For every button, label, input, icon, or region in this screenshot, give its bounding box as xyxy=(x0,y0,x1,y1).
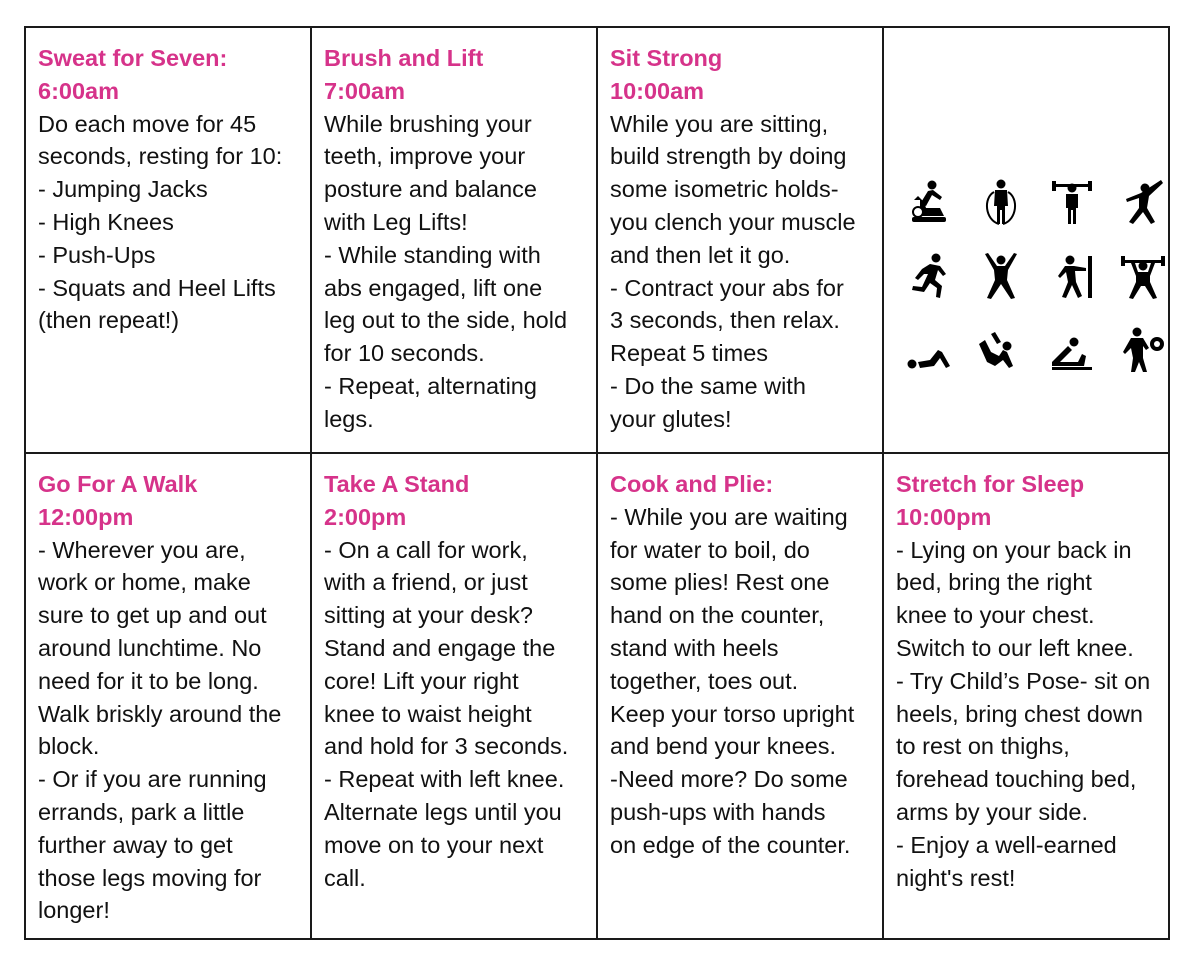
card-line: knee to waist height xyxy=(324,700,532,727)
card-line: Keep your torso upright xyxy=(610,700,855,727)
dumbbell-raise-icon xyxy=(1048,178,1096,226)
card-line: - Enjoy a well-earned xyxy=(896,831,1117,858)
card-line: core! Lift your right xyxy=(324,667,519,694)
card-line: hand on the counter, xyxy=(610,602,825,629)
card-line: further away to get xyxy=(38,831,233,858)
card-line: Do each move for 45 xyxy=(38,110,257,137)
card-line: with Leg Lifts! xyxy=(324,208,468,235)
card-line: sitting at your desk? xyxy=(324,602,533,629)
jump-rope-icon xyxy=(977,178,1025,226)
card-line: build strength by doing xyxy=(610,143,847,170)
card-line: - High Knees xyxy=(38,208,174,235)
barbell-squat-icon xyxy=(1119,252,1167,300)
card-line: Walk briskly around the xyxy=(38,700,282,727)
card-line: - Repeat with left knee. xyxy=(324,766,565,793)
card-line: -Need more? Do some xyxy=(610,766,848,793)
card-line: push-ups with hands xyxy=(610,798,826,825)
card-time: 10:00am xyxy=(610,77,705,104)
card-line: call. xyxy=(324,864,366,891)
card-take-a-stand xyxy=(312,454,598,938)
card-line: Repeat 5 times xyxy=(610,340,769,367)
card-line: knee to your chest. xyxy=(896,602,1095,629)
card-line: on edge of the counter. xyxy=(610,831,851,858)
card-line: for 10 seconds. xyxy=(324,340,485,367)
card-line: for water to boil, do xyxy=(610,536,810,563)
workout-schedule-table xyxy=(24,26,1170,940)
card-line: 3 seconds, then relax. xyxy=(610,307,840,334)
card-line: bed, bring the right xyxy=(896,569,1092,596)
crunch-icon xyxy=(977,326,1025,374)
card-line: and hold for 3 seconds. xyxy=(324,733,569,760)
card-stretch-for-sleep xyxy=(884,454,1168,938)
leg-stretch-icon xyxy=(1048,326,1096,374)
card-line: errands, park a little xyxy=(38,798,245,825)
card-line: - Contract your abs for xyxy=(610,274,844,301)
card-line: leg out to the side, hold xyxy=(324,307,568,334)
card-sit-strong xyxy=(598,28,884,454)
card-title: Go For A Walk xyxy=(38,471,198,497)
card-line: - While standing with xyxy=(324,241,541,268)
card-title: Cook and Plie: xyxy=(610,471,774,497)
card-line: some isometric holds- xyxy=(610,176,839,203)
card-line: - Try Child’s Pose- sit on xyxy=(896,667,1151,694)
card-line: - Do the same with xyxy=(610,372,806,399)
jumping-jack-icon xyxy=(977,252,1025,300)
card-sweat-for-seven xyxy=(26,28,312,454)
card-line: - Lying on your back in xyxy=(896,536,1132,563)
card-time: 7:00am xyxy=(324,77,405,104)
card-title: Sit Strong xyxy=(610,45,723,71)
stretch-jump-icon xyxy=(1119,178,1167,226)
card-line: your glutes! xyxy=(610,405,732,432)
card-line: night's rest! xyxy=(896,864,1016,891)
card-line: - Wherever you are, xyxy=(38,536,246,563)
card-time: 2:00pm xyxy=(324,503,407,530)
card-line: posture and balance xyxy=(324,176,537,203)
running-icon xyxy=(906,252,954,300)
card-line: move on to your next xyxy=(324,831,544,858)
card-line: and then let it go. xyxy=(610,241,791,268)
card-line: with a friend, or just xyxy=(324,569,528,596)
card-line: (then repeat!) xyxy=(38,307,180,334)
card-line: Switch to our left knee. xyxy=(896,634,1134,661)
card-title: Stretch for Sleep xyxy=(896,471,1085,497)
kettlebell-icon xyxy=(1119,326,1167,374)
card-line: While you are sitting, xyxy=(610,110,829,137)
card-line: stand with heels xyxy=(610,634,779,661)
card-line: forehead touching bed, xyxy=(896,766,1137,793)
exercise-icon-grid xyxy=(906,178,1167,374)
card-line: seconds, resting for 10: xyxy=(38,143,283,170)
card-line: work or home, make xyxy=(38,569,251,596)
stationary-bike-icon xyxy=(906,178,954,226)
card-title: Take A Stand xyxy=(324,471,470,497)
sit-up-icon xyxy=(906,326,954,374)
card-line: sure to get up and out xyxy=(38,602,267,629)
card-brush-and-lift xyxy=(312,28,598,454)
wall-push-icon xyxy=(1048,252,1096,300)
card-line: - Push-Ups xyxy=(38,241,156,268)
card-line: need for it to be long. xyxy=(38,667,259,694)
card-line: - Jumping Jacks xyxy=(38,176,208,203)
card-line: to rest on thighs, xyxy=(896,733,1070,760)
exercise-icons-panel xyxy=(884,28,1168,454)
card-line: legs. xyxy=(324,405,374,432)
card-line: - Repeat, alternating xyxy=(324,372,537,399)
card-title: Sweat for Seven: xyxy=(38,45,228,71)
card-line: together, toes out. xyxy=(610,667,799,694)
card-line: you clench your muscle xyxy=(610,208,856,235)
card-line: teeth, improve your xyxy=(324,143,526,170)
card-time: 6:00am xyxy=(38,77,119,104)
card-line: - Or if you are running xyxy=(38,766,267,793)
card-go-for-a-walk xyxy=(26,454,312,938)
card-line: abs engaged, lift one xyxy=(324,274,543,301)
card-line: arms by your side. xyxy=(896,798,1088,825)
card-line: some plies! Rest one xyxy=(610,569,830,596)
card-cook-and-plie xyxy=(598,454,884,938)
card-line: those legs moving for xyxy=(38,864,262,891)
card-line: Stand and engage the xyxy=(324,634,556,661)
card-line: While brushing your xyxy=(324,110,532,137)
card-line: Alternate legs until you xyxy=(324,798,562,825)
card-line: block. xyxy=(38,733,100,760)
card-time: 12:00pm xyxy=(38,503,134,530)
card-line: longer! xyxy=(38,897,110,924)
card-line: and bend your knees. xyxy=(610,733,837,760)
card-line: - Squats and Heel Lifts xyxy=(38,274,276,301)
card-time: 10:00pm xyxy=(896,503,992,530)
card-line: around lunchtime. No xyxy=(38,634,262,661)
card-line: - On a call for work, xyxy=(324,536,528,563)
card-line: - While you are waiting xyxy=(610,503,848,530)
card-line: heels, bring chest down xyxy=(896,700,1143,727)
card-title: Brush and Lift xyxy=(324,45,484,71)
